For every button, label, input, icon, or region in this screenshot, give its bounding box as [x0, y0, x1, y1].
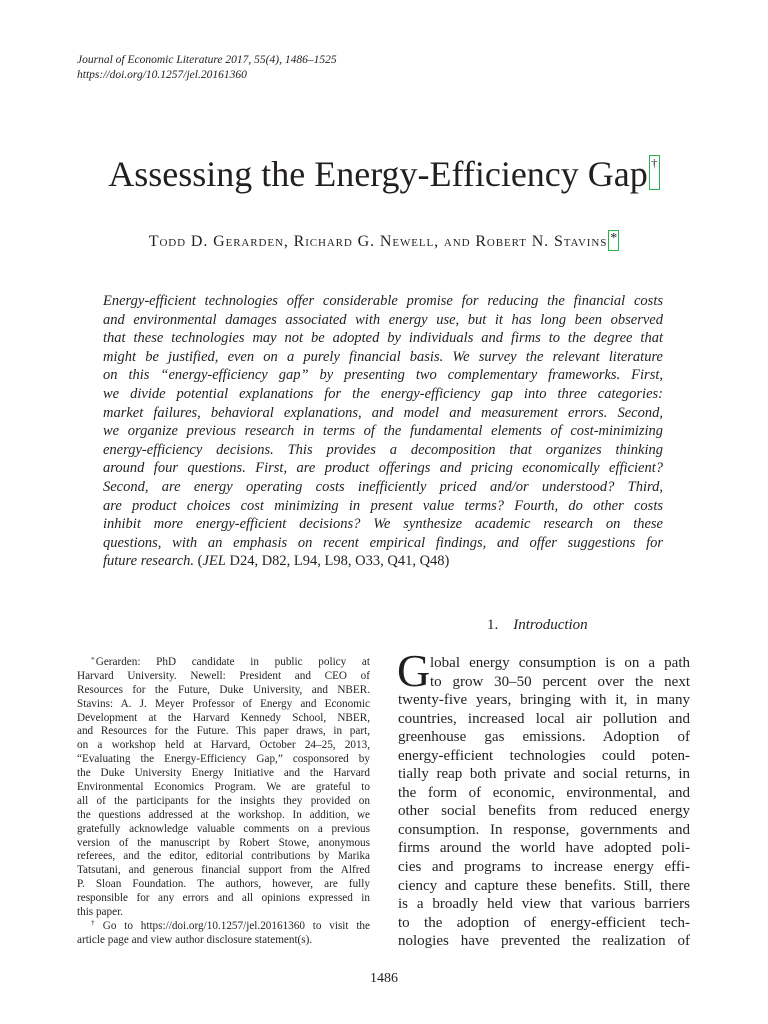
- footnote-line: Harvard University. Newell: President and CEO of: [77, 669, 370, 682]
- body-text-line: the form of economic, environmental, and: [398, 784, 690, 801]
- page-number: 1486: [370, 971, 398, 986]
- footnote-line: article page and view author disclosure statement(s).: [77, 933, 313, 946]
- jel-label: JEL: [202, 553, 226, 570]
- body-text-line: is a broadly held view that various barriers: [398, 896, 690, 913]
- body-text-line: to grow 30–50 percent over the next: [430, 673, 690, 690]
- footnote-line: the Duke University Energy Initiative and the Harvard: [77, 767, 370, 780]
- footnote-line: gratefully acknowledge valuable comments on a previous: [77, 822, 370, 835]
- footnote-line: referees, and the editor, editorial contributions by Marika: [77, 850, 370, 863]
- footnote-line: [77, 656, 370, 670]
- drop-cap: G: [397, 645, 431, 696]
- section-number: 1.: [487, 617, 499, 633]
- footnote-line: the questions addressed at the workshop. In addition, we: [77, 808, 370, 821]
- body-text: [398, 654, 690, 951]
- abstract-line: that these technologies may not be adopted by individuals and firms to the degree that: [103, 330, 663, 347]
- footnotes: [77, 656, 370, 948]
- footnote-marker: †: [91, 918, 100, 928]
- body-text-line: consumption. In response, governments and: [398, 821, 690, 838]
- footnote-line: and Resources for the Future. This paper draws, in part,: [77, 725, 370, 738]
- footnote-text: Go to https://doi.org/10.1257/jel.20161360 to visit the: [102, 919, 370, 932]
- abstract-last-line: [103, 552, 663, 571]
- abstract-line: questions, with an emphasis on recent empirical findings, and offer suggestions for: [103, 534, 663, 551]
- abstract-line: on this “energy-efficiency gap” by presenting two complementary frameworks. First,: [103, 367, 663, 384]
- footnote-marker: *: [91, 654, 95, 664]
- doi-text: https://doi.org/10.1257/jel.20161360: [77, 69, 247, 81]
- journal-citation: Journal of Economic Literature 2017, 55(4), 1486–1525: [77, 54, 337, 66]
- authors-text: Todd D. Gerarden, Richard G. Newell, and Robert N. Stavins: [148, 233, 608, 250]
- footnote-line: on a workshop held at Harvard, October 24–25, 2013,: [77, 739, 370, 752]
- abstract-line: around four questions. First, are product offerings and pricing economically efficient?: [103, 460, 663, 477]
- abstract-line: Second, are energy operating costs inefficiently priced and/or understood? Third,: [103, 478, 663, 495]
- footnote-line: Resources for the Future, Duke University, and NBER.: [77, 683, 370, 696]
- body-text-line: twenty-five years, bringing with it, in many: [398, 692, 690, 709]
- abstract: [103, 292, 663, 571]
- author-list: [0, 230, 768, 252]
- footnote-line: Environmental Economics Program. We are grateful to: [77, 781, 370, 794]
- abstract-line: and environmental damages associated with energy use, but it has long been observed: [103, 311, 663, 328]
- abstract-line: inhibit more energy-efficient decisions? We synthesize academic research on these: [103, 516, 663, 533]
- footnote-line: Development at the Harvard Kennedy School, NBER,: [77, 711, 370, 724]
- footnote-line: “Evaluating the Energy-Efficiency Gap,” cosponsored by: [77, 753, 370, 766]
- footnote-line: P. Sloan Foundation. The authors, however, are fully: [77, 878, 370, 891]
- body-text-line: nologies have prevented the realization of: [398, 933, 690, 950]
- jel-paren-open: (: [194, 553, 203, 570]
- footnote-line: Tatsutani, and generous financial support from the Alfred: [77, 864, 370, 877]
- body-text-line: firms around the world have adopted poli-: [398, 840, 690, 857]
- abstract-line: are product choices cost minimizing in present value terms? Fourth, do other costs: [103, 497, 663, 514]
- body-text-line: cies and programs to increase energy effi-: [398, 859, 690, 876]
- abstract-line: we organize previous research in terms of the fundamental elements of cost-minimizing: [103, 423, 663, 440]
- body-text-line: lobal energy consumption is on a path: [430, 655, 690, 671]
- footnote-line: responsible for any errors and all opinions expressed in: [77, 892, 370, 905]
- body-text-line: to the adoption of energy-efficient tech-: [398, 914, 690, 931]
- article-title: [0, 150, 768, 198]
- author-footnote-link[interactable]: *: [608, 230, 619, 251]
- title-footnote-link[interactable]: †: [649, 155, 660, 190]
- body-text-line: energy-efficient technologies could poten-: [398, 747, 690, 764]
- section-title: Introduction: [513, 617, 588, 633]
- body-text-line: ciency and capture these benefits. Still, there: [398, 877, 690, 894]
- jel-codes: D24, D82, L94, L98, O33, Q41, Q48): [225, 553, 450, 570]
- footnote-line: [77, 920, 370, 934]
- title-text: Assessing the Energy-Efficiency Gap: [108, 154, 648, 194]
- section-heading: [487, 616, 588, 634]
- abstract-line: energy-efficiency decisions. This provides a decomposition that organizes thinking: [103, 441, 663, 458]
- abstract-line: market failures, behavioral explanations, and model and measurement errors. Second,: [103, 404, 663, 421]
- article-header: [77, 53, 337, 83]
- abstract-line: we divide potential explanations for the energy-efficiency gap into three categories:: [103, 385, 663, 402]
- body-text-line: tially reap both private and social returns, in: [398, 766, 690, 783]
- footnote-line: this paper.: [77, 906, 123, 919]
- abstract-line: Energy-efficient technologies offer considerable promise for reducing the financial costs: [103, 293, 663, 309]
- body-text-line: other social benefits from reduced energy: [398, 803, 690, 820]
- body-text-line: countries, increased local air pollution and: [398, 710, 690, 727]
- footnote-line: all of the participants for the insights they provided on: [77, 794, 370, 807]
- footnote-text: Gerarden: PhD candidate in public policy at: [95, 656, 370, 668]
- abstract-closing-text: future research.: [103, 553, 195, 570]
- footnote-line: Stavins: A. J. Meyer Professor of Energy and Economic: [77, 697, 370, 710]
- footnote-line: version of the manuscript by Robert Stowe, anonymous: [77, 836, 370, 849]
- body-text-line: greenhouse gas emissions. Adoption of: [398, 729, 690, 746]
- abstract-line: might be justified, even on a purely financial basis. We survey the relevant literature: [103, 348, 663, 365]
